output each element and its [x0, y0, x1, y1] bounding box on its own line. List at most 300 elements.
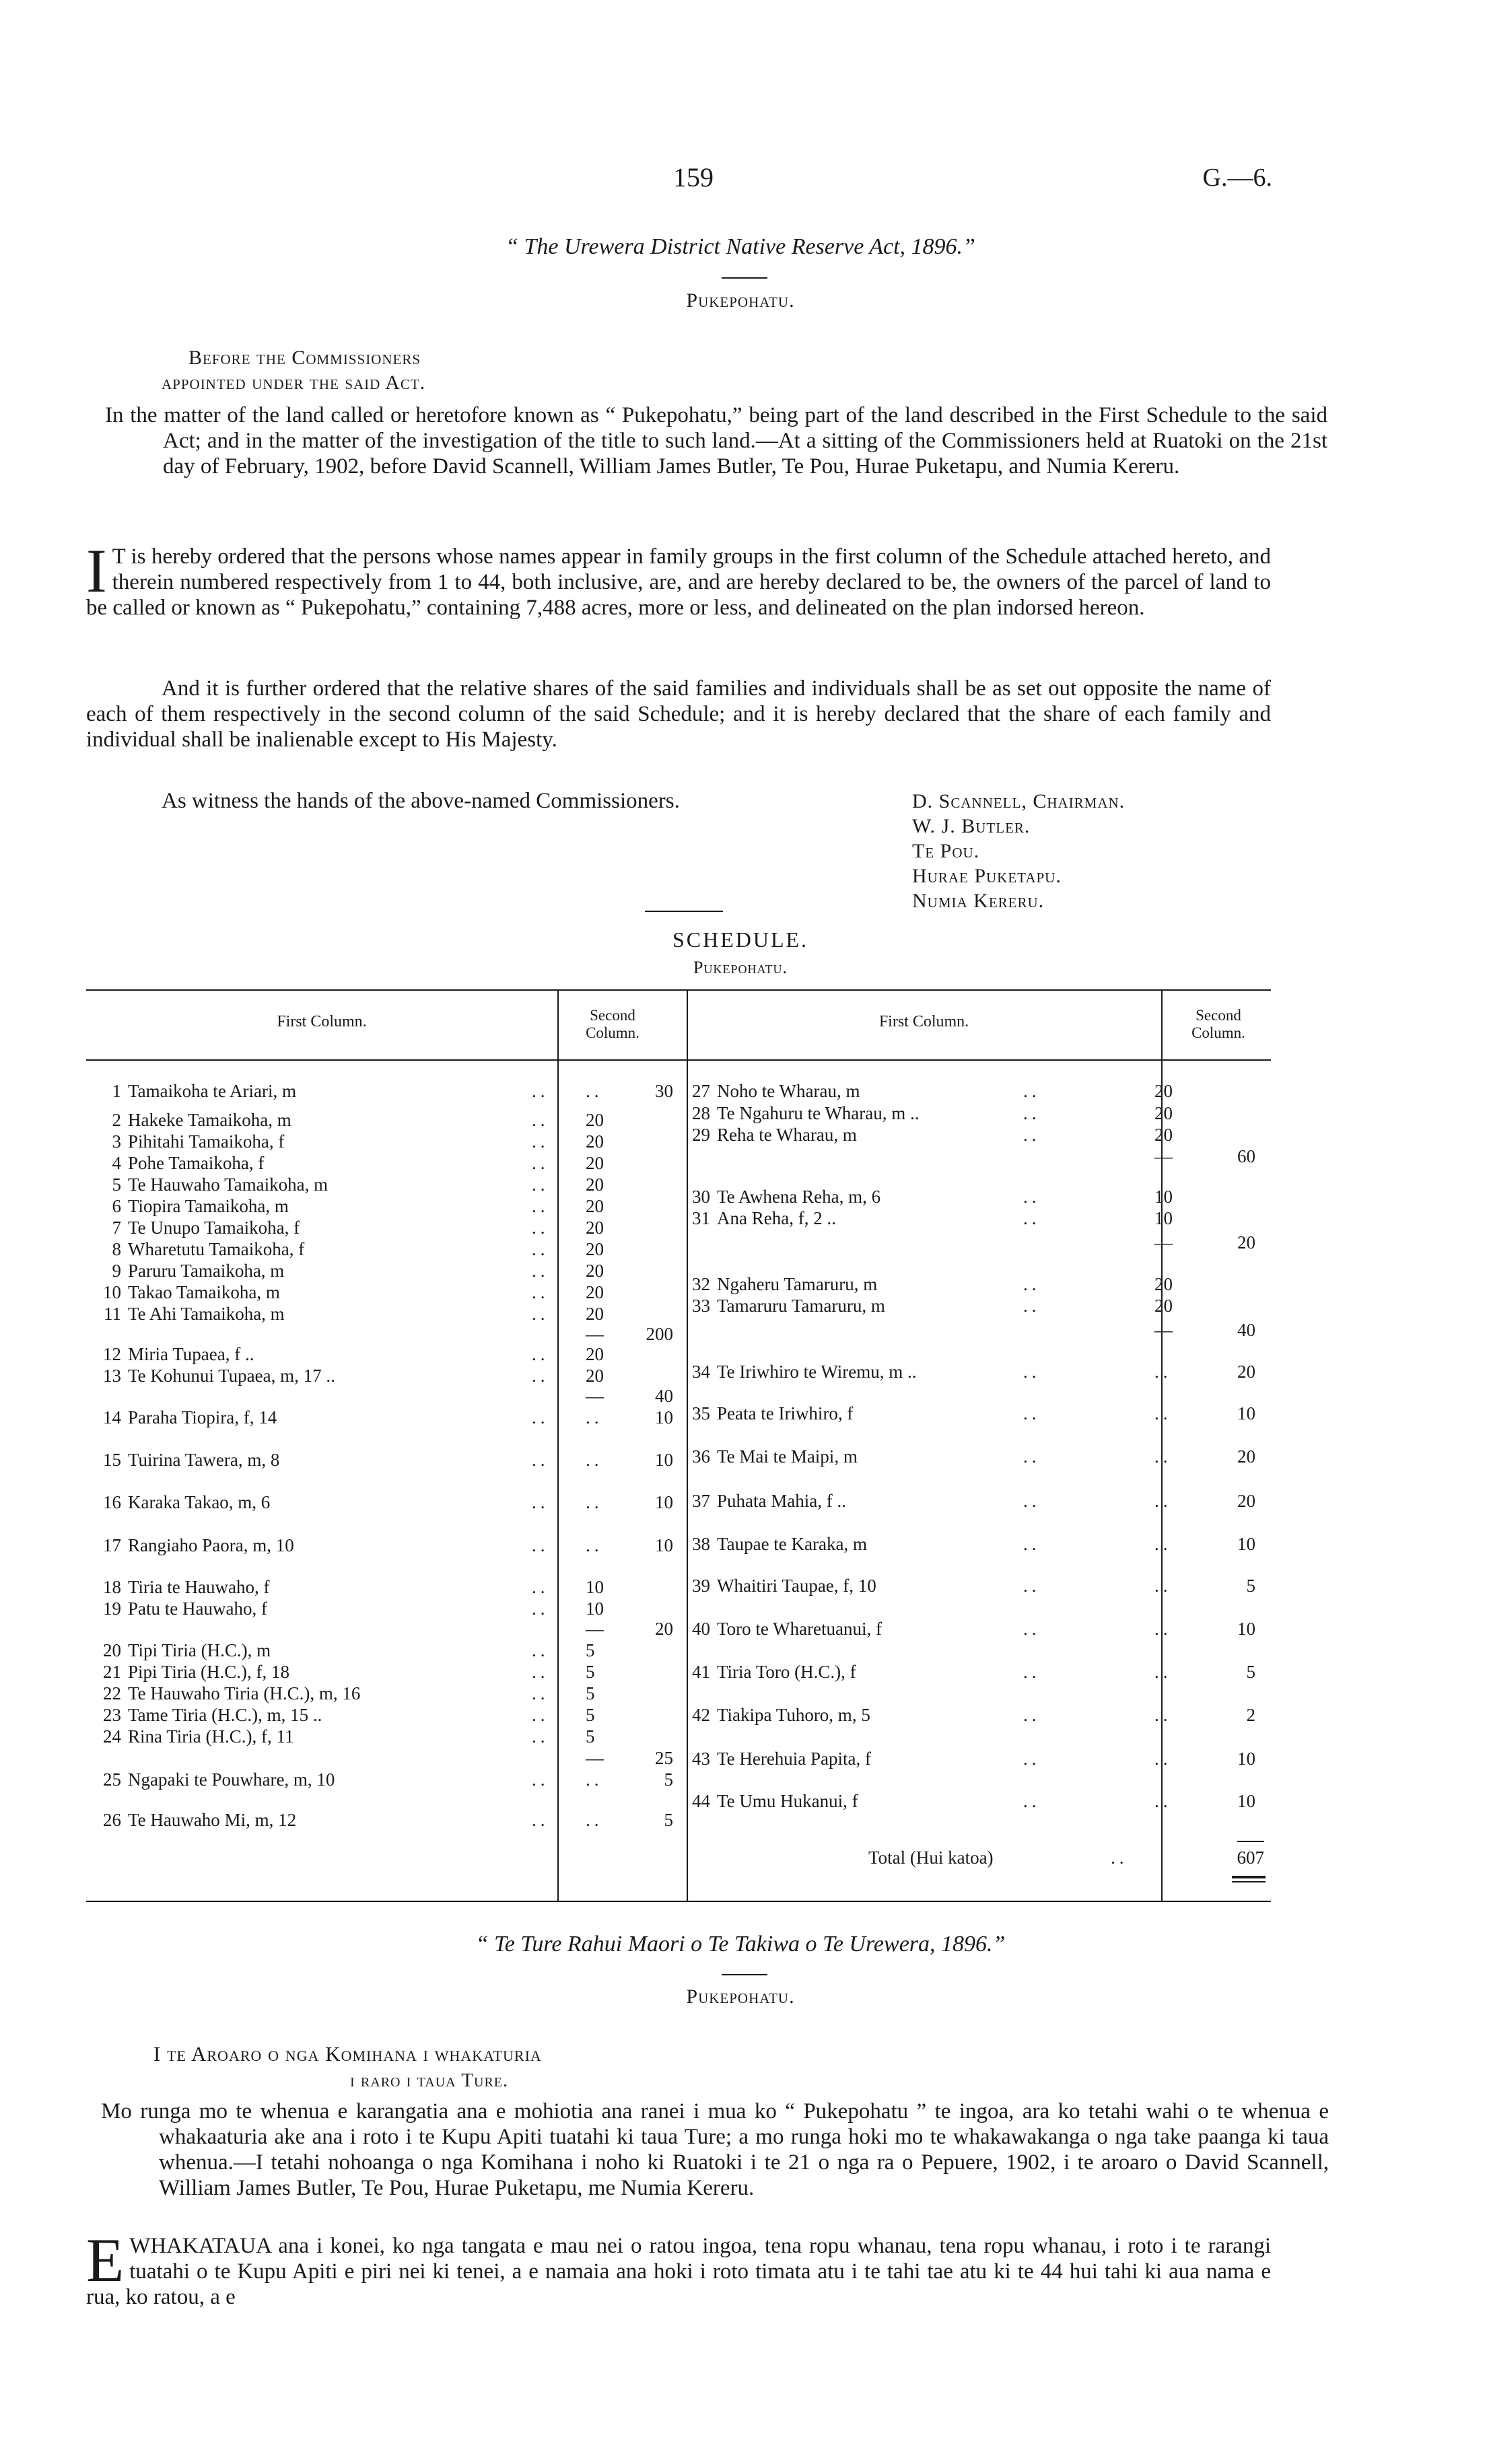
- owner-name: [94, 1217, 300, 1238]
- leader-dots: ..: [1023, 1081, 1041, 1101]
- owner-name: [94, 1281, 280, 1303]
- leader-dots: ..: [532, 1640, 549, 1660]
- english-before-line1: Before the Commissioners: [188, 347, 421, 369]
- owner-name-text: Puhata Mahia, f ..: [717, 1491, 846, 1511]
- leader-dots: ..: [1154, 1705, 1172, 1725]
- table-row: [683, 1403, 1269, 1424]
- group-total: 30: [655, 1081, 673, 1101]
- owner-name-text: Noho te Wharau, m: [717, 1081, 860, 1101]
- subtotal-row: [683, 1146, 1269, 1167]
- group-total: 5: [1246, 1576, 1255, 1596]
- owner-name-text: Te Herehuia Papita, f: [717, 1749, 872, 1769]
- table-row: [94, 1303, 673, 1325]
- table-top-rule: [86, 989, 1271, 991]
- leader-dots: ..: [1023, 1662, 1041, 1682]
- share-value: 20: [586, 1304, 604, 1324]
- owner-number: 27: [692, 1081, 710, 1101]
- table-row: [683, 1748, 1269, 1769]
- table-row: [94, 1535, 673, 1556]
- owner-name-text: Te Hauwaho Tiria (H.C.), m, 16: [128, 1683, 361, 1703]
- owner-number: 6: [112, 1196, 121, 1216]
- group-total: 10: [655, 1407, 673, 1428]
- owner-number: 40: [692, 1619, 710, 1639]
- leader-dots: ..: [532, 1769, 549, 1790]
- table-row: [94, 1109, 673, 1131]
- table-row: [683, 1661, 1269, 1683]
- leader-dots: ..: [1023, 1362, 1041, 1382]
- group-total: 40: [655, 1386, 673, 1406]
- leader-dots: ..: [532, 1110, 549, 1130]
- english-order-paragraph: [86, 536, 1271, 621]
- table-row: [94, 1238, 673, 1260]
- owner-name: [94, 1131, 284, 1152]
- owner-name: [94, 1809, 296, 1831]
- leader-dots: ..: [532, 1081, 549, 1101]
- table-row: [94, 1640, 673, 1661]
- owner-name: [94, 1769, 335, 1790]
- schedule-title: SCHEDULE.: [672, 927, 809, 952]
- table-row: [683, 1295, 1269, 1316]
- owner-name-text: Pohe Tamaikoha, f: [128, 1153, 265, 1173]
- group-total: 200: [646, 1324, 673, 1344]
- owner-name-text: Paraha Tiopira, f, 14: [128, 1407, 277, 1428]
- group-total: 20: [1237, 1232, 1255, 1253]
- leader-dots: ..: [1023, 1187, 1041, 1207]
- leader-dots: ..: [1154, 1662, 1172, 1682]
- owner-name-text: Te Kohunui Tupaea, m, 17 ..: [128, 1366, 335, 1386]
- leader-dots: ..: [1154, 1619, 1172, 1639]
- owner-name: [94, 1238, 304, 1260]
- share-value: 10: [586, 1577, 604, 1597]
- leader-dots: ..: [532, 1239, 549, 1259]
- owner-name: [683, 1080, 860, 1102]
- owner-number: 43: [692, 1749, 710, 1769]
- leader-dots: ..: [1023, 1446, 1041, 1467]
- share-value: —: [586, 1324, 604, 1344]
- owner-name-text: Te Hauwaho Tamaikoha, m: [128, 1174, 328, 1195]
- owner-name: [94, 1535, 294, 1556]
- owner-name: [683, 1273, 877, 1295]
- group-total: 20: [1237, 1362, 1255, 1382]
- subtotal-row: [94, 1385, 673, 1407]
- share-value: 5: [586, 1705, 595, 1725]
- owner-name-text: Wharetutu Tamaikoha, f: [128, 1239, 305, 1259]
- owner-number: 20: [103, 1640, 121, 1660]
- owner-number: 8: [112, 1239, 121, 1259]
- share-value: 20: [586, 1366, 604, 1386]
- leader-dots: ..: [1154, 1534, 1172, 1554]
- owner-name: [94, 1303, 285, 1325]
- share-value: —: [1154, 1232, 1173, 1253]
- owner-number: 41: [692, 1662, 710, 1682]
- leader-dots: ..: [532, 1196, 549, 1216]
- owner-number: 28: [692, 1103, 710, 1123]
- group-total: 10: [1237, 1534, 1255, 1554]
- table-row: [683, 1533, 1269, 1555]
- title-underline: [722, 1974, 767, 1975]
- owner-number: 18: [103, 1577, 121, 1597]
- leader-dots: ..: [532, 1810, 549, 1830]
- owner-name: [94, 1195, 289, 1217]
- leader-dots: ..: [1023, 1576, 1041, 1596]
- total-double-rule: [1232, 1881, 1266, 1882]
- owner-number: 14: [103, 1407, 121, 1428]
- owner-name-text: Tiria te Hauwaho, f: [128, 1577, 270, 1597]
- signatory: Hurae Puketapu.: [912, 865, 1062, 887]
- signatory: D. Scannell, Chairman.: [912, 790, 1126, 812]
- leader-dots: ..: [1023, 1274, 1041, 1294]
- maori-act-title: “ Te Ture Rahui Maori o Te Takiwa o Te Urewera, 1896.”: [475, 1932, 1006, 1957]
- maori-order-paragraph: [86, 2226, 1271, 2310]
- owner-name-text: Patu te Hauwaho, f: [128, 1598, 267, 1619]
- signatory: W. J. Butler.: [912, 815, 1031, 837]
- owner-name-text: Ngaheru Tamaruru, m: [717, 1274, 878, 1294]
- owner-number: 24: [103, 1726, 121, 1747]
- table-row: [94, 1598, 673, 1619]
- share-value: 10: [1154, 1187, 1173, 1207]
- share-value: —: [1154, 1320, 1173, 1340]
- owner-name-text: Te Unupo Tamaikoha, f: [128, 1218, 300, 1238]
- table-row: [94, 1726, 673, 1747]
- leader-dots: ..: [532, 1662, 549, 1682]
- header-first-column-left: First Column.: [277, 1013, 367, 1030]
- page-number: 159: [673, 162, 714, 192]
- header-first-column-right: First Column.: [878, 1013, 969, 1030]
- english-act-title: “ The Urewera District Native Reserve Act, 1896.”: [506, 234, 975, 259]
- owner-name-text: Reha te Wharau, m: [717, 1125, 857, 1145]
- leader-dots: ..: [532, 1577, 549, 1597]
- leader-dots: ..: [532, 1218, 549, 1238]
- leader-dots: ..: [1023, 1103, 1041, 1123]
- owner-name-text: Tipi Tiria (H.C.), m: [128, 1640, 271, 1660]
- owner-name: [683, 1186, 880, 1207]
- leader-dots: ..: [532, 1705, 549, 1725]
- owner-name: [94, 1174, 328, 1195]
- owner-name-text: Tiopira Tamaikoha, m: [128, 1196, 289, 1216]
- maori-before-line1: I te Aroaro o nga Komihana i whakaturia: [153, 2042, 542, 2066]
- owner-name-text: Tamaruru Tamaruru, m: [717, 1296, 885, 1316]
- owner-name-text: Paruru Tamaikoha, m: [128, 1261, 285, 1281]
- owner-number: 2: [112, 1110, 121, 1130]
- leader-dots: ..: [586, 1450, 603, 1470]
- owner-name: [683, 1295, 885, 1316]
- owner-name-text: Karaka Takao, m, 6: [128, 1492, 271, 1512]
- share-value: 20: [586, 1282, 604, 1302]
- table-row: [94, 1217, 673, 1238]
- owner-name: [683, 1748, 871, 1769]
- leader-dots: ..: [1154, 1446, 1172, 1467]
- table-row: [683, 1102, 1269, 1124]
- leader-dots: ..: [1154, 1791, 1172, 1811]
- leader-dots: ..: [1023, 1619, 1041, 1639]
- share-value: 5: [586, 1726, 595, 1747]
- owner-name: [94, 1726, 294, 1747]
- owner-number: 26: [103, 1810, 121, 1830]
- owner-number: 36: [692, 1446, 710, 1467]
- maori-order-text: WHAKATAUA ana i konei, ko nga tangata e mau nei o ratou ingoa, tena ropu whanau, tena ropu whanau, i roto i te rarangi tuatahi o te Kupu Apiti e piri nei ki tenei, a e namaia ana hoki i roto timata atu i te tahi tae atu ki te 44 hui tahi ki aua nama e rua, ko ratou, a e: [86, 2234, 1271, 2309]
- leader-dots: ..: [532, 1492, 549, 1512]
- maori-block-name: Pukepohatu.: [686, 1985, 795, 2008]
- owner-name: [94, 1640, 271, 1661]
- leader-dots: ..: [532, 1282, 549, 1302]
- leader-dots: ..: [1154, 1491, 1172, 1511]
- owner-name-text: Tame Tiria (H.C.), m, 15 ..: [128, 1705, 322, 1725]
- owner-name-text: Takao Tamaikoha, m: [128, 1282, 280, 1302]
- leader-dots: ..: [1154, 1362, 1172, 1382]
- group-total: 2: [1246, 1705, 1255, 1725]
- owner-name-text: Te Hauwaho Mi, m, 12: [128, 1810, 297, 1830]
- share-value: 5: [586, 1683, 595, 1703]
- leader-dots: ..: [532, 1131, 549, 1152]
- signatories: [912, 789, 1125, 913]
- subtotal-row: [94, 1747, 673, 1769]
- owner-number: 44: [692, 1791, 710, 1811]
- owner-name-text: Te Ahi Tamaikoha, m: [128, 1304, 285, 1324]
- owner-name: [94, 1683, 360, 1704]
- table-row: [94, 1661, 673, 1683]
- share-value: —: [1154, 1146, 1173, 1166]
- owner-name: [94, 1491, 270, 1513]
- maori-before-line2: i raro i taua Ture.: [350, 2070, 509, 2091]
- share-value: 20: [586, 1196, 604, 1216]
- group-total: 10: [655, 1535, 673, 1555]
- owner-number: 34: [692, 1362, 710, 1382]
- group-total: 10: [655, 1492, 673, 1512]
- english-block-name: Pukepohatu.: [686, 289, 795, 312]
- share-value: —: [586, 1386, 604, 1406]
- signatory: Te Pou.: [912, 840, 980, 862]
- owner-name: [683, 1490, 846, 1512]
- table-row: [94, 1683, 673, 1704]
- dropcap-e: E: [86, 2226, 125, 2294]
- english-further-paragraph: And it is further ordered that the relative shares of the said families and individuals shall be as set out opposite the name of each of them respectively in the second column of the said Schedule; and it is hereby declared that the share of each family and individual shall be inalienable except to His Majesty.: [86, 676, 1271, 752]
- share-value: 20: [586, 1261, 604, 1281]
- group-total: 5: [664, 1810, 673, 1830]
- leader-dots: ..: [586, 1810, 603, 1830]
- leader-dots: ..: [1023, 1491, 1041, 1511]
- owner-name: [94, 1704, 322, 1726]
- leader-dots: ..: [1023, 1534, 1041, 1554]
- owner-name: [94, 1080, 296, 1102]
- owner-name: [94, 1109, 291, 1131]
- owner-name: [683, 1533, 867, 1555]
- share-value: 20: [1154, 1296, 1173, 1316]
- share-value: —: [586, 1619, 604, 1639]
- leader-dots: ..: [1023, 1749, 1041, 1769]
- owner-name: [94, 1343, 254, 1365]
- owner-name: [94, 1407, 277, 1428]
- table-row: [683, 1704, 1269, 1726]
- share-value: 5: [586, 1640, 595, 1660]
- owner-number: 29: [692, 1125, 710, 1145]
- leader-dots: ..: [1023, 1791, 1041, 1811]
- subtotal-row: [94, 1323, 673, 1345]
- leader-dots: ..: [1154, 1576, 1172, 1596]
- share-value: 20: [1154, 1081, 1173, 1101]
- share-value: 20: [1154, 1274, 1173, 1294]
- table-row: [94, 1449, 673, 1471]
- owner-name: [683, 1790, 858, 1812]
- owner-name-text: Te Umu Hukanui, f: [717, 1791, 858, 1811]
- owner-name-text: Tuirina Tawera, m, 8: [128, 1450, 280, 1470]
- group-total: 10: [1237, 1749, 1255, 1769]
- owner-name: [94, 1152, 264, 1174]
- schedule-subtitle: Pukepohatu.: [693, 958, 788, 977]
- dropcap-i: I: [86, 536, 107, 605]
- owner-name-text: Hakeke Tamaikoha, m: [128, 1110, 291, 1130]
- table-row: [94, 1491, 673, 1513]
- share-value: 20: [586, 1153, 604, 1173]
- leader-dots: ..: [532, 1304, 549, 1324]
- owner-number: 33: [692, 1296, 710, 1316]
- owner-number: 13: [103, 1366, 121, 1386]
- share-value: 20: [1154, 1125, 1173, 1145]
- owner-number: 35: [692, 1403, 710, 1423]
- table-row: [94, 1195, 673, 1217]
- owner-name-text: Peata te Iriwhiro, f: [717, 1403, 854, 1423]
- owner-name-text: Miria Tupaea, f ..: [128, 1344, 254, 1364]
- leader-dots: ..: [1023, 1208, 1041, 1228]
- owner-number: 12: [103, 1344, 121, 1364]
- group-total: 60: [1237, 1146, 1255, 1166]
- leader-dots: ..: [532, 1366, 549, 1386]
- owner-name-text: Ana Reha, f, 2 ..: [717, 1208, 836, 1228]
- owner-name: [683, 1446, 858, 1467]
- owner-number: 39: [692, 1576, 710, 1596]
- table-row: [94, 1809, 673, 1831]
- owner-number: 9: [112, 1261, 121, 1281]
- group-total: 5: [664, 1769, 673, 1790]
- owner-number: 25: [103, 1769, 121, 1790]
- share-value: 10: [586, 1598, 604, 1619]
- owner-number: 37: [692, 1491, 710, 1511]
- owner-number: 31: [692, 1208, 710, 1228]
- owner-name-text: Ngapaki te Pouwhare, m, 10: [128, 1769, 335, 1790]
- share-value: 10: [1154, 1208, 1173, 1228]
- group-total: 20: [1237, 1446, 1255, 1467]
- leader-dots: ..: [532, 1726, 549, 1747]
- table-row: [94, 1407, 673, 1428]
- signature-rule: [645, 911, 723, 912]
- owner-number: 4: [112, 1153, 121, 1173]
- group-total: 25: [655, 1748, 673, 1768]
- owner-name-text: Te Awhena Reha, m, 6: [717, 1187, 881, 1207]
- leader-dots: ..: [1023, 1403, 1041, 1423]
- table-row: [94, 1281, 673, 1303]
- table-row: [94, 1174, 673, 1195]
- leader-dots: ..: [532, 1450, 549, 1470]
- table-row: [94, 1769, 673, 1790]
- group-total: 20: [655, 1619, 673, 1639]
- owner-name: [683, 1704, 870, 1726]
- leader-dots: ..: [1154, 1749, 1172, 1769]
- table-row: [94, 1131, 673, 1152]
- owner-name-text: Te Iriwhiro te Wiremu, m ..: [717, 1362, 917, 1382]
- owner-name: [683, 1207, 836, 1229]
- table-row: [94, 1152, 673, 1174]
- table-row: [683, 1361, 1269, 1382]
- owner-name: [94, 1598, 267, 1619]
- owner-name: [94, 1449, 279, 1471]
- leader-dots: ..: [586, 1492, 603, 1512]
- owner-name: [683, 1661, 856, 1683]
- group-total: 5: [1246, 1662, 1255, 1682]
- owner-number: 7: [112, 1218, 121, 1238]
- owner-number: 16: [103, 1492, 121, 1512]
- owner-number: 10: [103, 1282, 121, 1302]
- leader-dots: ..: [1023, 1296, 1041, 1316]
- table-row: [94, 1080, 673, 1102]
- share-value: 20: [586, 1218, 604, 1238]
- owner-name-text: Rina Tiria (H.C.), f, 11: [128, 1726, 294, 1747]
- leader-dots: ..: [586, 1535, 603, 1555]
- owner-number: 23: [103, 1705, 121, 1725]
- signatory: Numia Kereru.: [912, 890, 1045, 912]
- header-second-column-right: Second Column.: [1191, 1007, 1245, 1041]
- owner-name: [683, 1361, 916, 1382]
- document-code: G.—6.: [1202, 164, 1272, 192]
- leader-dots: ..: [586, 1769, 603, 1790]
- table-row: [94, 1365, 673, 1386]
- english-matter-paragraph: In the matter of the land called or heretofore known as “ Pukepohatu,” being part of the land described in the First Schedule to the said Act; and in the matter of the investigation of the title to such land.—At a sitting of the Commissioners held at Ruatoki on the 21st day of February, 1902, before David Scannell, William James Butler, Te Pou, Hurae Puketapu, and Numia Kereru.: [105, 403, 1327, 479]
- owner-number: 19: [103, 1598, 121, 1619]
- owner-name-text: Rangiaho Paora, m, 10: [128, 1535, 294, 1555]
- owner-number: 17: [103, 1535, 121, 1555]
- share-value: 20: [1154, 1103, 1173, 1123]
- leader-dots: ..: [532, 1598, 549, 1619]
- group-total: 20: [1237, 1491, 1255, 1511]
- table-row: [94, 1576, 673, 1598]
- share-value: 20: [586, 1344, 604, 1364]
- owner-name-text: Te Ngahuru te Wharau, m ..: [717, 1103, 920, 1123]
- owner-name-text: Toro te Wharetuanui, f: [717, 1619, 883, 1639]
- owner-number: 21: [103, 1662, 121, 1682]
- total-double-rule: [1232, 1876, 1266, 1878]
- leader-dots: ..: [1023, 1125, 1041, 1145]
- leader-dots: ..: [532, 1261, 549, 1281]
- table-row: [683, 1207, 1269, 1229]
- header-second-column-left: Second Column.: [586, 1007, 639, 1041]
- title-underline: [722, 277, 767, 279]
- english-before-line2: appointed under the said Act.: [162, 372, 426, 394]
- table-row: [683, 1446, 1269, 1467]
- owner-name-text: Tiria Toro (H.C.), f: [717, 1662, 856, 1682]
- owner-name-text: Whaitiri Taupae, f, 10: [717, 1576, 876, 1596]
- share-value: —: [586, 1748, 604, 1768]
- owner-name: [683, 1618, 882, 1640]
- group-total: 10: [1237, 1403, 1255, 1423]
- owner-number: 32: [692, 1274, 710, 1294]
- owner-name: [94, 1661, 289, 1683]
- share-value: 20: [586, 1239, 604, 1259]
- table-row: [94, 1343, 673, 1365]
- leader-dots: ..: [586, 1081, 603, 1101]
- owner-name-text: Tiakipa Tuhoro, m, 5: [717, 1705, 870, 1725]
- leader-dots: ..: [532, 1683, 549, 1703]
- leader-dots: ..: [532, 1153, 549, 1173]
- share-value: 5: [586, 1662, 595, 1682]
- leader-dots: ..: [532, 1344, 549, 1364]
- subtotal-row: [683, 1232, 1269, 1253]
- owner-number: 11: [104, 1304, 121, 1324]
- table-row: [94, 1260, 673, 1281]
- leader-dots: ..: [532, 1535, 549, 1555]
- leader-dots: ..: [586, 1407, 603, 1428]
- owner-name: [683, 1102, 920, 1124]
- owner-name: [683, 1124, 857, 1146]
- table-row: [683, 1618, 1269, 1640]
- table-bottom-rule: [86, 1901, 1271, 1902]
